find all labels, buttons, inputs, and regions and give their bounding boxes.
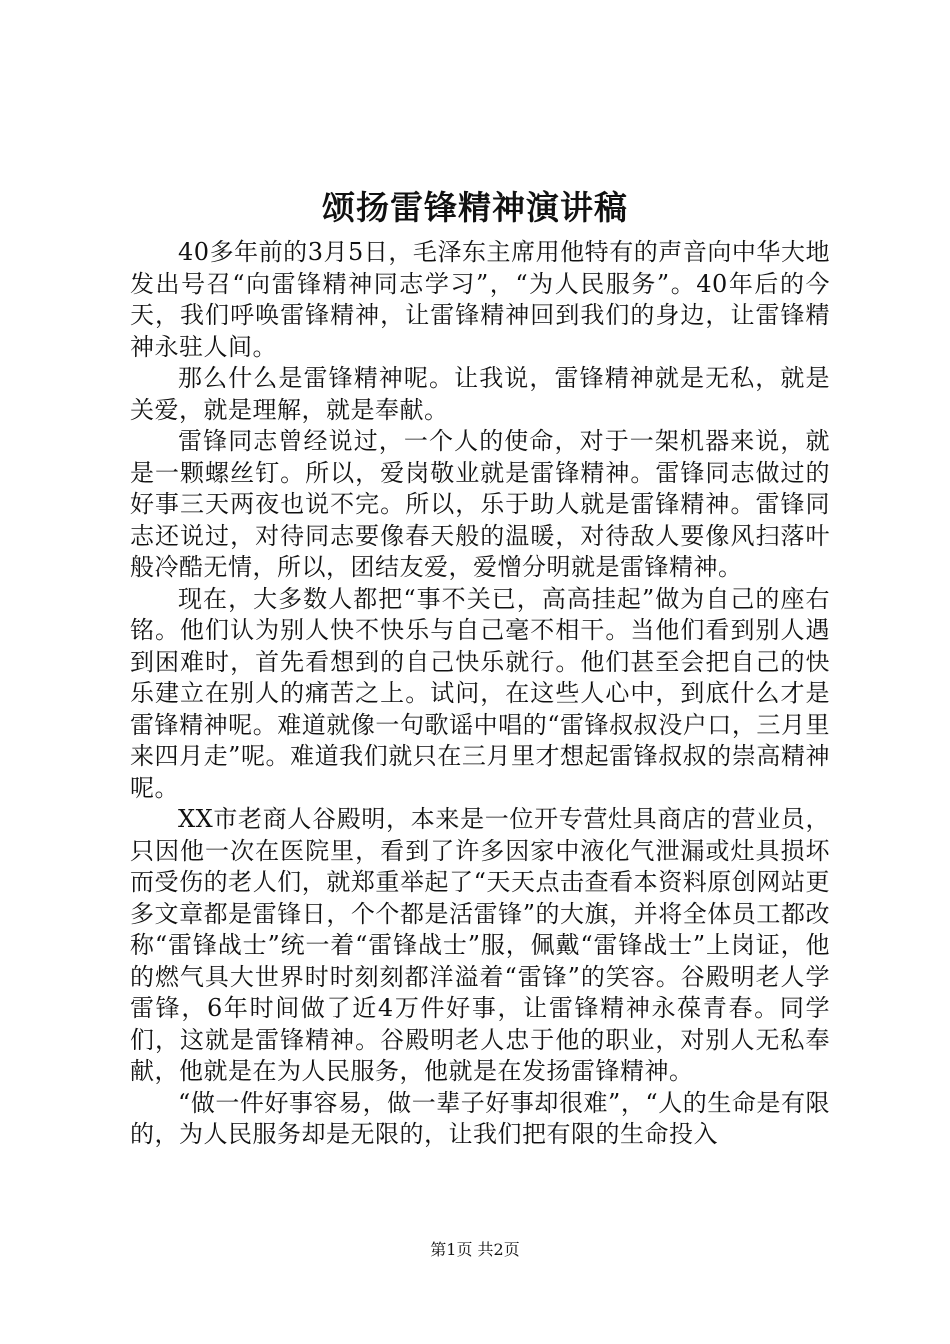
paragraph: 那么什么是雷锋精神呢。让我说，雷锋精神就是无私，就是关爱，就是理解，就是奉献。: [130, 364, 830, 424]
document-body: [130, 237, 830, 1151]
paragraph: XX市老商人谷殿明，本来是一位开专营灶具商店的营业员，只因他一次在医院里，看到了许多因家中液化气泄漏或灶具损坏而受伤的老人们，就郑重举起了“天天点击查看本资料原创网站更多文章都是雷锋日，个个都是活雷锋”的大旗，并将全体员工都改称“雷锋战士”统一着“雷锋战士”服，佩戴“雷锋战士”上岗证，他的燃气具大世界时时刻刻都洋溢着“雷锋”的笑容。谷殿明老人学雷锋，6年时间做了近4万件好事，让雷锋精神永葆青春。同学们，这就是雷锋精神。谷殿明老人忠于他的职业，对别人无私奉献，他就是在为人民服务，他就是在发扬雷锋精神。: [130, 805, 830, 1085]
page-number-total: 共2页: [477, 1240, 520, 1259]
paragraph: “做一件好事容易，做一辈子好事却很难”，“人的生命是有限的，为人民服务却是无限的，让我们把有限的生命投入: [130, 1088, 830, 1148]
paragraph: 现在，大多数人都把“事不关已，高高挂起”做为自己的座右铭。他们认为别人快不快乐与自己毫不相干。当他们看到别人遇到困难时，首先看想到的自己快乐就行。他们甚至会把自己的快乐建立在别人的痛苦之上。试问，在这些人心中，到底什么才是雷锋精神呢。难道就像一句歌谣中唱的“雷锋叔叔没户口，三月里来四月走”呢。难道我们就只在三月里才想起雷锋叔叔的崇高精神呢。: [130, 584, 830, 802]
page-footer: [0, 1240, 950, 1260]
paragraph: 雷锋同志曾经说过，一个人的使命，对于一架机器来说，就是一颗螺丝钉。所以，爱岗敬业就是雷锋精神。雷锋同志做过的好事三天两夜也说不完。所以，乐于助人就是雷锋精神。雷锋同志还说过，对待同志要像春天般的温暖，对待敌人要像风扫落叶般冷酷无情，所以，团结友爱，爱憎分明就是雷锋精神。: [130, 427, 830, 581]
page-number-current: 第1页: [430, 1240, 473, 1259]
paragraph: 40多年前的3月5日，毛泽东主席用他特有的声音向中华大地发出号召“向雷锋精神同志学习”，“为人民服务”。40年后的今天，我们呼唤雷锋精神，让雷锋精神回到我们的身边，让雷锋精神永驻人间。: [130, 238, 830, 361]
document-title: 颂扬雷锋精神演讲稿: [322, 188, 628, 227]
